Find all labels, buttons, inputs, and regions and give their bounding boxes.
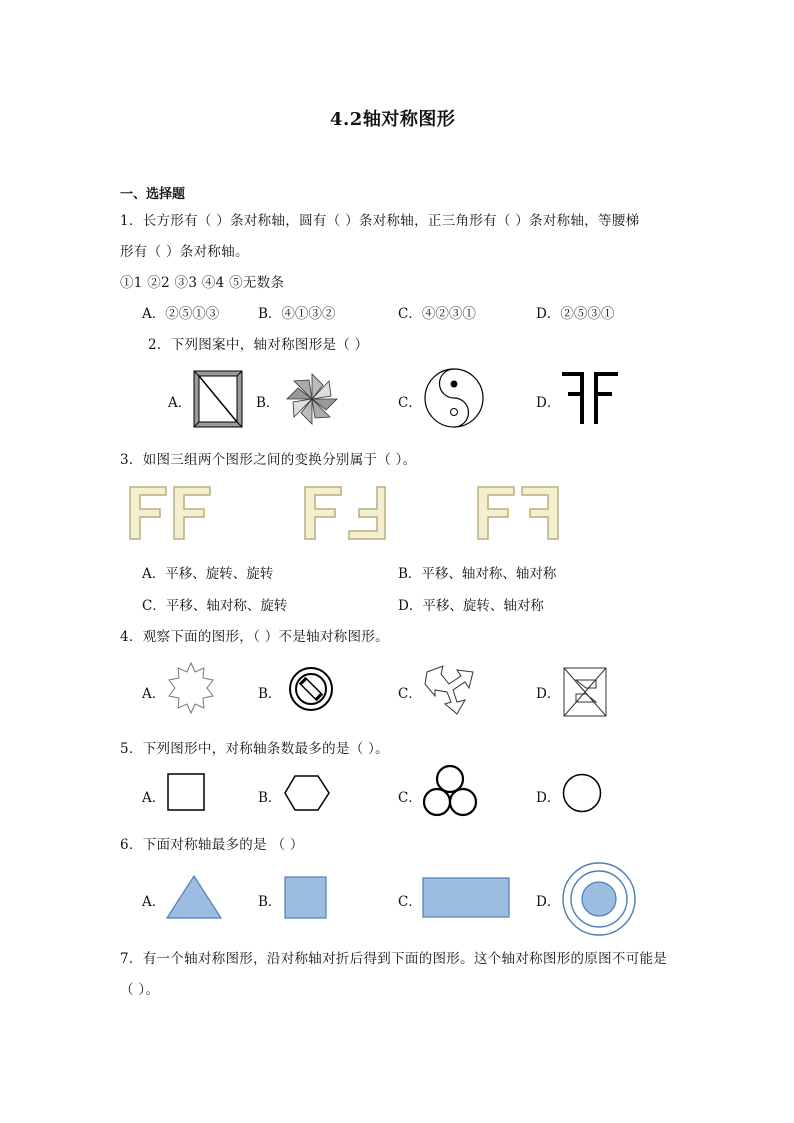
three-circles-figure	[421, 764, 479, 820]
q2-label-d[interactable]: D．	[536, 395, 561, 411]
q5-label-b[interactable]: B．	[258, 790, 282, 806]
q1-option-d[interactable]: D．②⑤③①	[536, 306, 615, 322]
q2-label-a[interactable]: A．	[168, 395, 192, 411]
hexagon-outline-figure	[284, 774, 330, 814]
square-outline-figure	[167, 773, 207, 813]
question-1-line-1: 1．长方形有（ ）条对称轴，圆有（ ）条对称轴，正三角形有（ ）条对称轴，等腰梯	[120, 213, 640, 229]
q6-label-b[interactable]: B．	[258, 894, 282, 910]
question-7-line-1: 7．有一个轴对称图形，沿对称轴对折后得到下面的图形。这个轴对称图形的原图不可能是	[120, 951, 668, 967]
question-1-line-2: 形有（ ）条对称轴。	[120, 244, 249, 260]
q1-option-c[interactable]: C．④②③①	[398, 306, 476, 322]
question-7-line-2: （ ）。	[120, 982, 160, 998]
circle-outline-figure	[562, 773, 604, 815]
blue-rectangle-figure	[422, 877, 512, 919]
q3-option-d[interactable]: D．平移、旋转、轴对称	[398, 598, 544, 614]
ff-translation-figure	[128, 485, 218, 543]
q3-option-a[interactable]: A．平移、旋转、旋转	[142, 566, 274, 582]
framed-square-diagonal-figure	[193, 370, 243, 428]
q5-label-c[interactable]: C．	[398, 790, 422, 806]
q4-label-c[interactable]: C．	[398, 686, 422, 702]
snowflake-figure	[163, 660, 219, 716]
pinwheel-figure	[283, 370, 341, 428]
question-6: 6．下面对称轴最多的是 （ ）	[120, 837, 304, 853]
question-4: 4．观察下面的图形，（ ）不是轴对称图形。	[120, 629, 389, 645]
section-heading: 一、选择题	[120, 187, 186, 202]
q4-label-a[interactable]: A．	[142, 686, 166, 702]
q2-label-b[interactable]: B．	[256, 395, 280, 411]
q5-label-a[interactable]: A．	[142, 790, 166, 806]
q4-label-d[interactable]: D．	[536, 686, 561, 702]
question-1-choices: ①1 ②2 ③3 ④4 ⑤无数条	[120, 275, 285, 291]
q1-option-b[interactable]: B．④①③②	[258, 306, 336, 322]
concentric-circles-figure	[561, 861, 637, 937]
mirrored-f-figure	[560, 370, 622, 426]
q6-label-c[interactable]: C．	[398, 894, 422, 910]
f-rotation-figure	[303, 485, 393, 543]
no-entry-sign-figure	[288, 666, 334, 712]
question-2: 2．下列图案中，轴对称图形是（ ）	[148, 337, 369, 353]
q3-option-b[interactable]: B．平移、轴对称、轴对称	[398, 566, 557, 582]
question-5: 5．下列图形中，对称轴条数最多的是（ ）。	[120, 741, 389, 757]
square-pinwheel-figure	[562, 666, 608, 718]
yin-yang-figure	[423, 367, 485, 429]
q4-label-b[interactable]: B．	[258, 686, 282, 702]
q6-label-d[interactable]: D．	[536, 894, 561, 910]
q2-label-c[interactable]: C．	[398, 395, 422, 411]
question-3: 3．如图三组两个图形之间的变换分别属于（ ）。	[120, 452, 417, 468]
q3-option-c[interactable]: C．平移、轴对称、旋转	[142, 598, 288, 614]
three-arrows-figure	[421, 662, 479, 718]
q5-label-d[interactable]: D．	[536, 790, 561, 806]
page-title: 4.2轴对称图形	[330, 109, 456, 130]
q1-option-a[interactable]: A．②⑤①③	[142, 306, 220, 322]
blue-triangle-figure	[165, 874, 223, 920]
q6-label-a[interactable]: A．	[142, 894, 166, 910]
blue-square-figure	[284, 876, 328, 920]
f-reflection-figure	[476, 485, 566, 543]
